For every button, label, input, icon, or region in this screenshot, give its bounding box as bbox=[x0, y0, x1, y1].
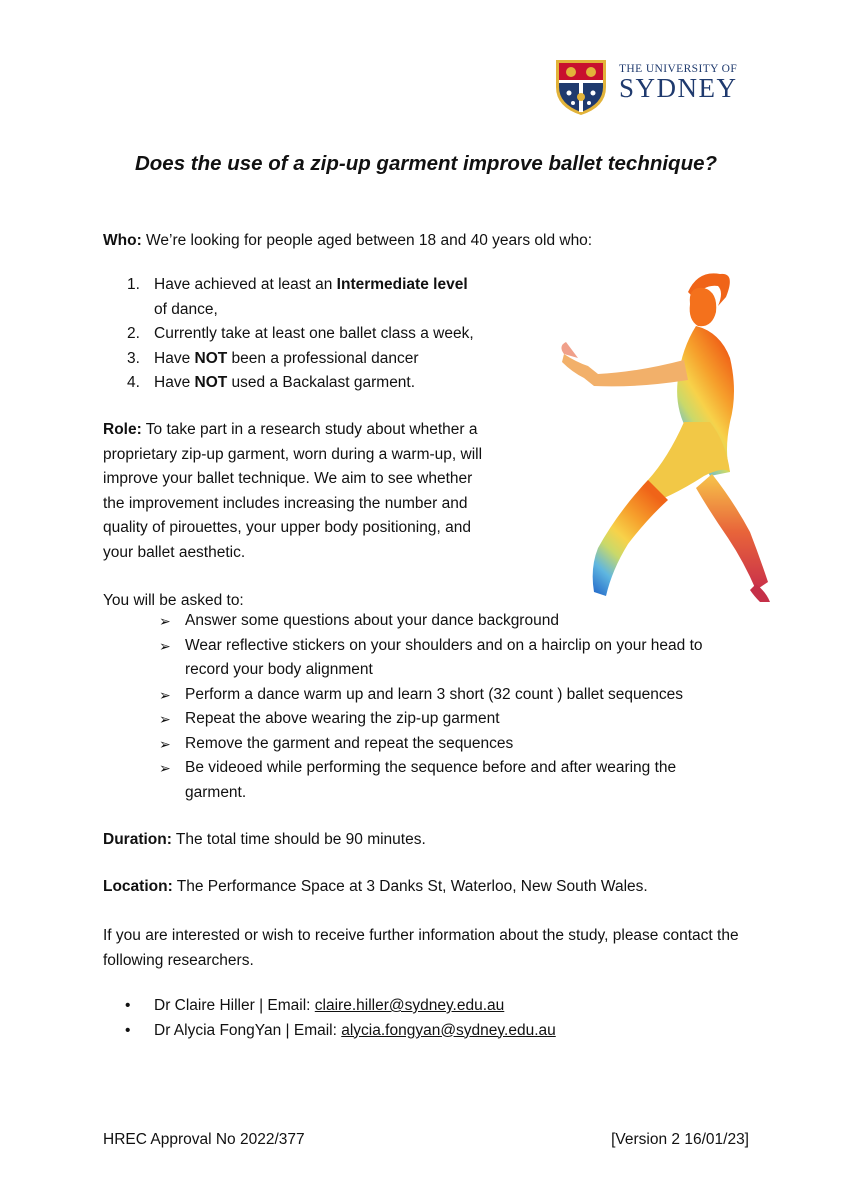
task-item: ➢ Perform a dance warm up and learn 3 short (32 count ) ballet sequences bbox=[159, 683, 739, 708]
arrow-bullet-icon: ➢ bbox=[159, 686, 171, 703]
tasks-list bbox=[159, 609, 739, 805]
dancer-illustration bbox=[498, 262, 830, 604]
role-label: Role: bbox=[103, 421, 142, 438]
who-text: We’re looking for people aged between 18 and 40 years old who: bbox=[141, 232, 593, 249]
arrow-bullet-icon: ➢ bbox=[159, 735, 171, 752]
location-text: The Performance Space at 3 Danks St, Waterloo, New South Wales. bbox=[172, 878, 648, 895]
contact-item: • Dr Claire Hiller | Email: claire.hiller@sydney.edu.au bbox=[125, 994, 556, 1019]
role-text: To take part in a research study about whether a proprietary zip-up garment, worn during a warm-up, will improve your ballet technique. We aim to see whether the improvement includes increasing the number and quality of pirouettes, your upper body positioning, and your ballet aesthetic. bbox=[103, 421, 483, 561]
bullet-icon: • bbox=[125, 997, 131, 1014]
contact-item: • Dr Alycia FongYan | Email: alycia.fongyan@sydney.edu.au bbox=[125, 1019, 556, 1044]
contact-intro: If you are interested or wish to receive further information about the study, please contact the following researchers. bbox=[103, 927, 739, 969]
role-paragraph bbox=[103, 418, 493, 565]
university-logo bbox=[553, 57, 738, 117]
footer-version: [Version 2 16/01/23] bbox=[611, 1131, 749, 1148]
criteria-item: 2. Currently take at least one ballet class a week, bbox=[127, 325, 474, 342]
crest-icon bbox=[553, 57, 609, 117]
task-item: ➢ Repeat the above wearing the zip-up garment bbox=[159, 707, 739, 732]
arrow-bullet-icon: ➢ bbox=[159, 760, 171, 776]
duration-text: The total time should be 90 minutes. bbox=[171, 831, 426, 848]
criteria-item: 4. Have NOT used a Backalast garment. bbox=[127, 374, 416, 391]
bullet-icon: • bbox=[125, 1021, 131, 1039]
email-link[interactable]: claire.hiller@sydney.edu.au bbox=[314, 997, 505, 1014]
footer-approval: HREC Approval No 2022/377 bbox=[103, 1131, 305, 1148]
criteria-item: 3. Have NOT been a professional dancer bbox=[127, 349, 419, 367]
task-item: ➢ Answer some questions about your dance background bbox=[159, 609, 739, 634]
tasks-intro: You will be asked to: bbox=[103, 592, 244, 609]
who-label: Who: bbox=[103, 232, 142, 249]
duration-label: Duration: bbox=[103, 831, 172, 848]
criteria-list bbox=[103, 273, 483, 396]
duration-paragraph bbox=[103, 828, 426, 853]
arrow-bullet-icon: ➢ bbox=[159, 711, 171, 727]
arrow-bullet-icon: ➢ bbox=[159, 637, 171, 654]
page-title: Does the use of a zip-up garment improve ballet technique? bbox=[134, 152, 718, 175]
location-paragraph bbox=[103, 875, 648, 900]
task-item: ➢ Remove the garment and repeat the sequences bbox=[159, 732, 739, 757]
arrow-bullet-icon: ➢ bbox=[159, 613, 171, 629]
task-item: ➢ Be videoed while performing the sequence before and after wearing the garment. bbox=[159, 756, 739, 805]
location-label: Location: bbox=[103, 878, 173, 895]
logo-line-1: THE UNIVERSITY OF bbox=[619, 63, 738, 75]
task-item: ➢ Wear reflective stickers on your shoulders and on a hairclip on your head to record your body alignment bbox=[159, 634, 739, 683]
who-paragraph bbox=[103, 229, 592, 254]
email-link[interactable]: alycia.fongyan@sydney.edu.au bbox=[341, 1021, 556, 1039]
criteria-item: 1. Have achieved at least an Intermediate level of dance, bbox=[127, 276, 468, 318]
contacts-list bbox=[125, 994, 556, 1043]
logo-line-2: SYDNEY bbox=[619, 73, 738, 103]
